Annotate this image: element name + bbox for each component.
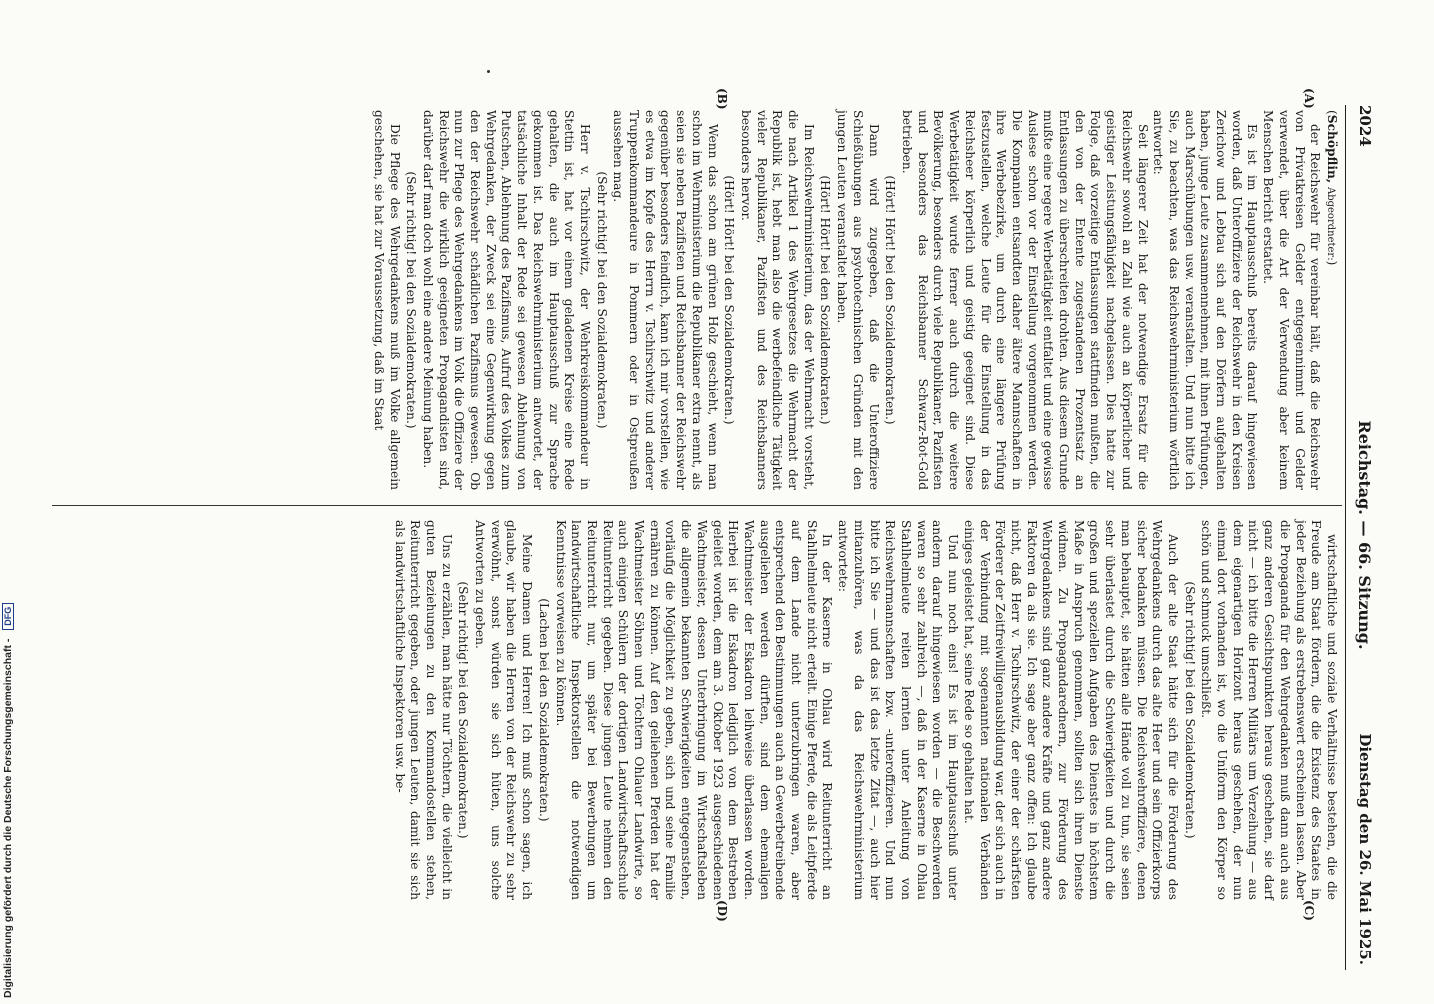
page-title: Reichstag. — 66. Sitzung. — [1355, 420, 1374, 650]
paragraph: Auch der alte Staat hätte sich für die Förderung des Wehrgedankens durch das alte Heer und sein Offizierkorps sicher bedanken müssen. Die Reichswehroffiziere, denen man behauptet, sie hätten alle Hände voll zu tun, sie seien sehr überlastet durch die Schwierigkeiten und durch die großen und speziellen Aufgaben des Dienstes in höchstem Maße in Anspruch genommen, sollten sich ihren Dienste widmen. Zu Propagandarednern, zur Förderung des Wehrgedankens sind ganz andere Kräfte und ganz andere Faktoren da als sie. Ich sage aber ganz offen: Ich glaube nicht, daß Herr v. Tschirschwitz, der einer der schärfsten Förderer der Zeitfreiwilligenausbildung war, der sich auch in der Verbindung mit sogenannten nationalen Verbänden einiges geleistet hat, seine Rede so gehalten hat. — [961, 520, 1180, 900]
paragraph: Es ist im Hauptausschuß bereits darauf hingewiesen worden, daß Unteroffiziere der Reichswehr in den Kreisen Zerichow und Lebtau sich auf den Dörfern aufgehalten haben, junge Leute zusammennehmen, mit ihnen Prüfungen, auch Marschübungen usw. veranstalten. Und nun bitte ich Sie, zu beachten, was das Reichswehrministerium wörtlich antwortet: — [1151, 110, 1260, 490]
paragraph: der Reichswehr für vereinbar hält, daß die Reichswehr von Privatkreisen Gelder entgegennimmt und Gelder verwendet, über die Art der Verwendung aber keinem Menschen Bericht erstattet. — [1261, 110, 1323, 490]
paragraph: In der Kaserne in Ohlau wird Reitunterricht an Stahlhelmleute nicht erteilt. Einige Pferde, die als Leitpferde auf dem Lande nicht unterzubringen waren, aber entsprechend den Bestimmungen auch an Gewerbetreibende ausgeliehen werden dürften, sind dem ehemaligen Wachtmeister der Eskadron leihweise überlassen worden. Hierbei ist die Eskadron lediglich von dem Bestreben geleitet worden, dem am 3. Oktober 1923 ausgeschiedenen Wachtmeister, dessen Unterbringung im Wirtschaftsleben die allgemein bekannten Schwierigkeiten entgegenstehen, vorläufig die Möglichkeit zu geben, sich und seine Familie ernähren zu können. Auf den geliehenen Pferden hat der Wachtmeister Söhnen und Töchtern Ohlauer Landwirte, so auch einigen Schülern der dortigen Landwirtschaftsschule Reitunterricht gegeben. Diese jungen Leute nehmen den Reitunterricht nur, um später bei Bewerbungen um landwirtschaftliche Inspektorstellen die notwendigen Kenntnisse vorweisen zu können. — [553, 520, 835, 900]
paragraph: Seit längerer Zeit hat der notwendige Ersatz für die Reichswehr sowohl an Zahl wie auch an körperlicher und geistiger Leistungsfähigkeit nachgelassen. Dies hatte zur Folge, daß vorzeitige Entlassungen stattfinden mußten, die den von der Entente zugestandenen Prozentsatz an Entlassungen zu überschreiten drohten. Aus diesem Grunde mußte eine regere Werbetätigkeit entfaltet und eine gewisse Auslese schon vor der Einstellung vorgenommen werden. Die Kompanien entsandten daher ältere Mannschaften in ihre Werbebezirke, um durch eine längere Prüfung festzustellen, welche Leute für die Einstellung in das Reichsheer körperlich und geistig geeignet sind. Diese Werbetätigkeit wurde ferner auch durch die weitere Bevölkerung, besonders durch viele Republikaner, Pazifisten und besonders das Reichsbanner Schwarz-Rot-Gold betrieben. — [900, 110, 1150, 490]
interjection: (Hört! Hört! bei den Sozialdemokraten.) — [883, 175, 898, 425]
paragraph: Wenn das schon am grünen Holz geschieht, wenn man schon im Wehrministerium die Republikaner extra nennt, als seien sie neben Pazifisten und Reichsbanner der Reichswehr gegenüber besonders feindlich, kann ich mir vorstellen, wie es etwa im Kopfe des Herrn v. Tschirschwitz und anderer Truppenkommandeure in Pommern oder in Ostpreußen aussehen mag. — [611, 110, 720, 490]
interjection: (Sehr richtig! bei den Sozialdemokraten.) — [1182, 581, 1197, 839]
interjection: (Hört! Hört! bei den Sozialdemokraten.) — [818, 175, 833, 425]
page-number: 2024 — [1356, 105, 1374, 147]
header-rule — [1345, 105, 1346, 970]
margin-note-d: (D) — [715, 900, 729, 922]
dfg-logo: DFG — [2, 603, 14, 630]
paragraph: Die Pflege des Wehrgedankens muß im Volke allgemein geschehen, sie hat zur Voraussetzung, daß im Staat — [371, 110, 402, 490]
interjection: (Hört! Hört! bei den Sozialdemokraten.) — [722, 175, 737, 425]
scan-speck — [487, 70, 490, 73]
paragraph: Meine Damen und Herren! Ich muß schon sagen, ich glaube, wir haben die Herren von der Reichswehr zu sehr verwöhnt, sonst würden sie sich hüten, uns solche Antworten zu geben. — [473, 520, 535, 900]
digitization-note: Digitalisierung gefördert durch die Deutsche Forschungsgemeinschaft - — [2, 638, 14, 998]
session-date: Dienstag den 26. Mai 1925. — [1356, 733, 1374, 965]
paragraph: Uns zu erzählen, man hätte nur Töchtern, die vielleicht in guten Beziehungen zu den Kommandostellen stehen, Reitunterricht gegeben, oder jungen Leuten, damit sie sich als landwirtschaftliche Inspektoren usw. be- — [392, 520, 454, 900]
left-column: (Schöpflin, Abgeordneter:) der Reichswehr für vereinbar hält, daß die Reichswehr von Privatkreisen Gelder entgegennimmt und Gelder verwendet, über die Art der Verwendung aber keinem Menschen Bericht erstattet. Es ist im Hauptausschuß bereits darauf hingewiesen worden, daß Unteroffiziere der Reichswehr in den Kreisen Zerichow und Lebtau sich auf den Dörfern aufgehalten haben, junge Leute zusammennehmen, mit ihnen Prüfungen, auch Marschübungen usw. veranstalten. Und nun bitte ich Sie, zu beachten, was das Reichswehrministerium wörtlich antwortet: Seit längerer Zeit hat der notwendige Ersatz für die Reichswehr sowohl an Zahl wie auch an körperlicher und geistiger Leistungsfähigkeit nachgelassen. Dies hatte zur Folge, daß vorzeitige Entlassungen stattfinden mußten, die den von der Entente zugestandenen Prozentsatz an Entlassungen zu überschreiten drohten. Aus diesem Grunde mußte eine regere Werbetätigkeit entfaltet und eine gewisse Auslese schon vor der Einstellung vorgenommen werden. Die Kompanien entsandten daher ältere Mannschaften in ihre Werbebezirke, um durch eine längere Prüfung festzustellen, welche Leute für die Einstellung in das Reichsheer körperlich und geistig geeignet sind. Diese Werbetätigkeit wurde ferner auch durch die weitere Bevölkerung, besonders durch viele Republikaner, Pazifisten und besonders das Reichsbanner Schwarz-Rot-Gold betrieben. (Hört! Hört! bei den Sozialdemokraten.) Dann wird zugegeben, daß die Unteroffiziere Schießübungen aus psychotechnischen Gründen mit den jungen Leuten veranstaltet haben. (Hört! Hört! bei den Sozialdemokraten.) Im Reichswehrministerium, das der Wehrmacht vorsteht, die nach Artikel 1 des Wehrgesetzes die Wehrmacht der Republik ist, hebt man also die werbefeindliche Tätigkeit vieler Republikaner, Pazifisten und des Reichsbanners besonders hervor. (Hört! Hört! bei den Sozialdemokraten.) Wenn das schon am grünen Holz geschieht, wenn man schon im Wehrministerium die Republikaner extra nennt, als seien sie neben Pazifisten und Reichsbanner der Reichswehr gegenüber besonders feindlich, kann ich mir vorstellen, wie es etwa im Kopfe des Herrn v. Tschirschwitz und anderer Truppenkommandeure in Pommern oder in Ostpreußen aussehen mag. (Sehr richtig! bei den Sozialdemokraten.) Herr v. Tschirschwitz, der Wehrkreiskommandeur in Stettin ist, hat vor einem geladenen Kreise eine Rede gehalten, die auch im Hauptausschuß zur Sprache gekommen ist. Das Reichswehrministerium antwortet, der tatsächliche Inhalt der Rede sei gewesen Ablehnung von Putschen, Ablehnung des Pazifismus, Aufruf des Volkes zum Wehrgedanken, der Zweck sei eine Gegenwirkung gegen den der Reichswehr schädlichen Pazifismus gewesen. Ob nun zur Pflege des Wehrgedankens im Volk die Offiziere der Reichswehr die wirklich geeigneten Propagandisten sind, darüber darf man doch wohl eine andere Meinung haben. (Sehr richtig! bei den Sozialdemokraten.) Die Pflege des Wehrgedankens muß im Volke allgemein geschehen, sie hat zur Voraussetzung, daß im Staat — [371, 110, 1339, 490]
margin-note-c: (C) — [1302, 900, 1316, 921]
paragraph: Dann wird zugegeben, daß die Unteroffiziere Schießübungen aus psychotechnischen Gründen mit den jungen Leuten veranstaltet haben. — [835, 110, 881, 490]
interjection: (Sehr richtig! bei den Sozialdemokraten.) — [456, 581, 471, 839]
right-column — [391, 520, 1339, 900]
margin-note-b: (B) — [715, 88, 729, 110]
interjection: (Sehr richtig! bei den Sozialdemokraten.) — [594, 171, 609, 429]
page-header — [1348, 105, 1380, 965]
column-divider — [52, 505, 1342, 506]
paragraph: Herr v. Tschirschwitz, der Wehrkreiskommandeur in Stettin ist, hat vor einem geladenen Kreise eine Rede gehalten, die auch im Hauptausschuß zur Sprache gekommen ist. Das Reichswehrministerium antwortet, der tatsächliche Inhalt der Rede sei gewesen Ablehnung von Putschen, Ablehnung des Pazifismus, Aufruf des Volkes zum Wehrgedanken, der Zweck sei eine Gegenwirkung gegen den der Reichswehr schädlichen Pazifismus gewesen. Ob nun zur Pflege des Wehrgedankens im Volk die Offiziere der Reichswehr die wirklich geeigneten Propagandisten sind, darüber darf man doch wohl eine andere Meinung haben. — [420, 110, 592, 490]
margin-note-a: (A) — [1302, 88, 1316, 109]
paragraph: wirtschaftliche und soziale Verhältnisse bestehen, die die Freude am Staat fördern, die die Existenz des Staates in jeder Beziehung als erstrebenswert erscheinen lassen. Aber die Propaganda für den Wehrgedanken muß dann auch aus ganz anderen Gesichtspunkten heraus geschehen, sie darf nicht — ich bitte die Herren Militärs um Verzeihung — aus dem eigenartigen Horizont heraus geschehen, der nun einmal dort vorhanden ist, wo die Uniform den Körper so schön und schmuck umschließt. — [1199, 520, 1339, 900]
digitization-footer — [0, 4, 24, 1004]
paragraph: Und nun noch eins! Es ist im Hauptausschuß unter anderm darauf hingewiesen worden — die Beschwerden waren so sehr zahlreich —, daß in der Kaserne in Ohlau Stahlhelmleute reiten lernten unter Anleitung von Reichswehrmannschaften bzw. -unteroffizieren. Und nun bitte ich Sie — und das ist das letzte Zitat —, auch hier mitanzuhören, was da das Reichswehrministerium antwortete: — [836, 520, 961, 900]
interjection: (Lachen bei den Sozialdemokraten.) — [536, 598, 551, 822]
interjection: (Sehr richtig! bei den Sozialdemokraten.) — [404, 171, 419, 429]
speaker-name: Schöpflin, — [1325, 114, 1339, 184]
speaker-role: Abgeordneter: — [1325, 186, 1336, 261]
paragraph: Im Reichswehrministerium, das der Wehrmacht vorsteht, die nach Artikel 1 des Wehrgesetzes die Wehrmacht der Republik ist, hebt man also die werbefeindliche Tätigkeit vieler Republikaner, Pazifisten und des Reichsbanners besonders hervor. — [738, 110, 816, 490]
